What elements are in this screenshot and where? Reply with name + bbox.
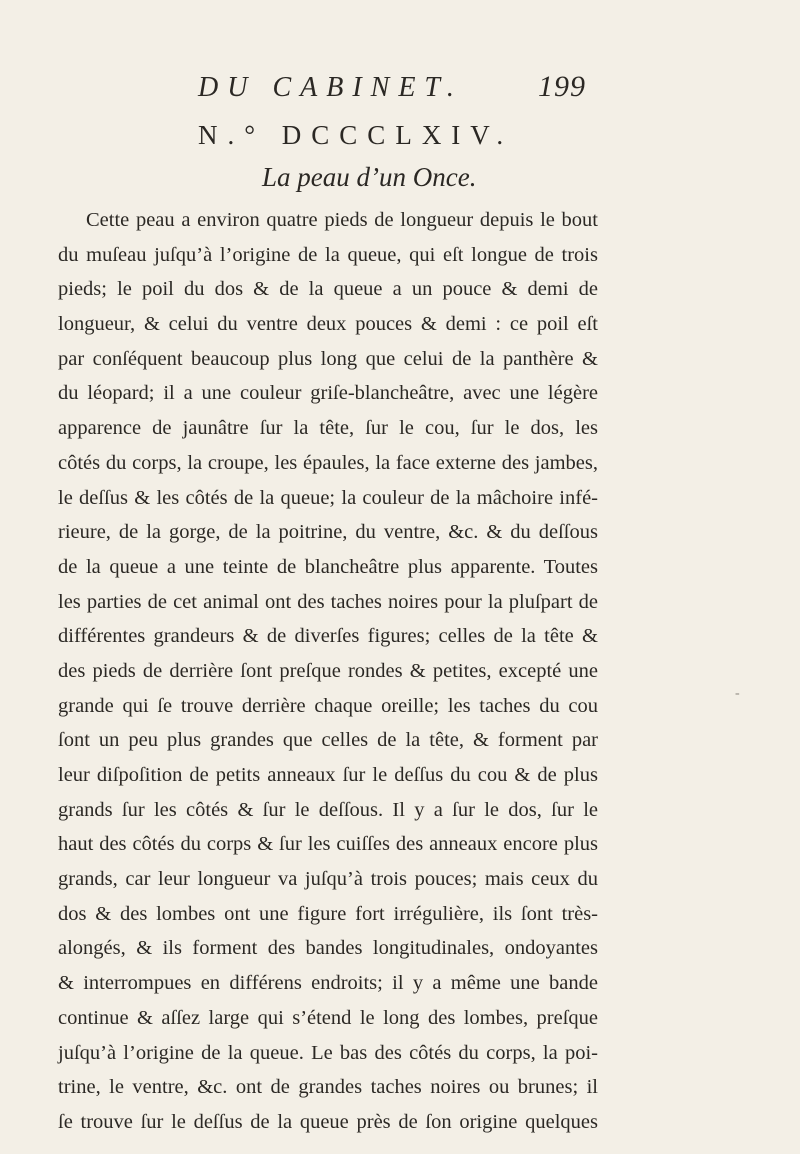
text-line: côtés du corps, la croupe, les épaules, la face externe des jambes,: [58, 451, 598, 474]
text-line: Cette peau a environ quatre pieds de longueur depuis le bout: [86, 209, 598, 231]
text-line: dos & des lombes ont une figure fort irrégulière, ils ſont très-: [58, 902, 598, 925]
running-head: DU CABINET.: [198, 72, 463, 103]
page-number: 199: [538, 70, 586, 103]
text-line: rieure, de la gorge, de la poitrine, du ventre, &c. & du deſſous: [58, 521, 598, 544]
text-line: par conſéquent beaucoup plus long que celui de la panthère &: [58, 347, 598, 370]
text-line: apparence de jaunâtre ſur la tête, ſur le cou, ſur le dos, les: [58, 417, 598, 440]
text-line: différentes grandeurs & de diverſes figures; celles de la tête &: [58, 625, 598, 648]
text-line: pieds; le poil du dos & de la queue a un pouce & demi de: [58, 278, 598, 301]
text-line: leur diſpoſition de petits anneaux ſur le deſſus du cou & de plus: [58, 764, 598, 786]
text-line: le deſſus & les côtés de la queue; la couleur de la mâchoire infé-: [58, 486, 598, 509]
text-line: haut des côtés du corps & ſur les cuiſſes des anneaux encore plus: [58, 833, 598, 856]
text-line: & interrompues en différens endroits; il y a même une bande: [58, 972, 598, 995]
entry-title: La peau d’un Once.: [262, 162, 477, 192]
text-line: des pieds de derrière ſont preſque rondes & petites, excepté une: [58, 659, 598, 682]
text-line: du muſeau juſqu’à l’origine de la queue, qui eſt longue de trois: [58, 243, 598, 266]
text-line: du léopard; il a une couleur griſe-blancheâtre, avec une légère: [58, 382, 598, 405]
text-line: ſe trouve ſur le deſſus de la queue près de ſon origine quelques: [58, 1110, 598, 1133]
text-line: alongés, & ils forment des bandes longitudinales, ondoyantes: [58, 937, 598, 960]
text-line: continue & aſſez large qui s’étend le long des lombes, preſque: [58, 1006, 598, 1029]
text-line: grande qui ſe trouve derrière chaque oreille; les taches du cou: [58, 694, 598, 717]
text-line: grands, car leur longueur va juſqu’à trois pouces; mais ceux du: [58, 868, 598, 891]
text-line: longueur, & celui du ventre deux pouces & demi : ce poil eſt: [58, 313, 598, 336]
text-line: grands ſur les côtés & ſur le deſſous. Il y a ſur le dos, ſur le: [58, 798, 598, 821]
margin-mark: -: [735, 686, 740, 701]
text-line: de la queue a une teinte de blancheâtre plus apparente. Toutes: [58, 555, 598, 578]
body-text: [58, 203, 598, 1140]
text-line: juſqu’à l’origine de la queue. Le bas des côtés du corps, la poi-: [58, 1041, 598, 1064]
text-line: trine, le ventre, &c. ont de grandes taches noires ou brunes; il: [58, 1076, 598, 1099]
text-line: les parties de cet animal ont des taches noires pour la pluſpart de: [58, 590, 598, 613]
entry-number: N.° DCCCLXIV.: [198, 120, 514, 150]
text-line: ſont un peu plus grandes que celles de la tête, & forment par: [58, 729, 598, 752]
